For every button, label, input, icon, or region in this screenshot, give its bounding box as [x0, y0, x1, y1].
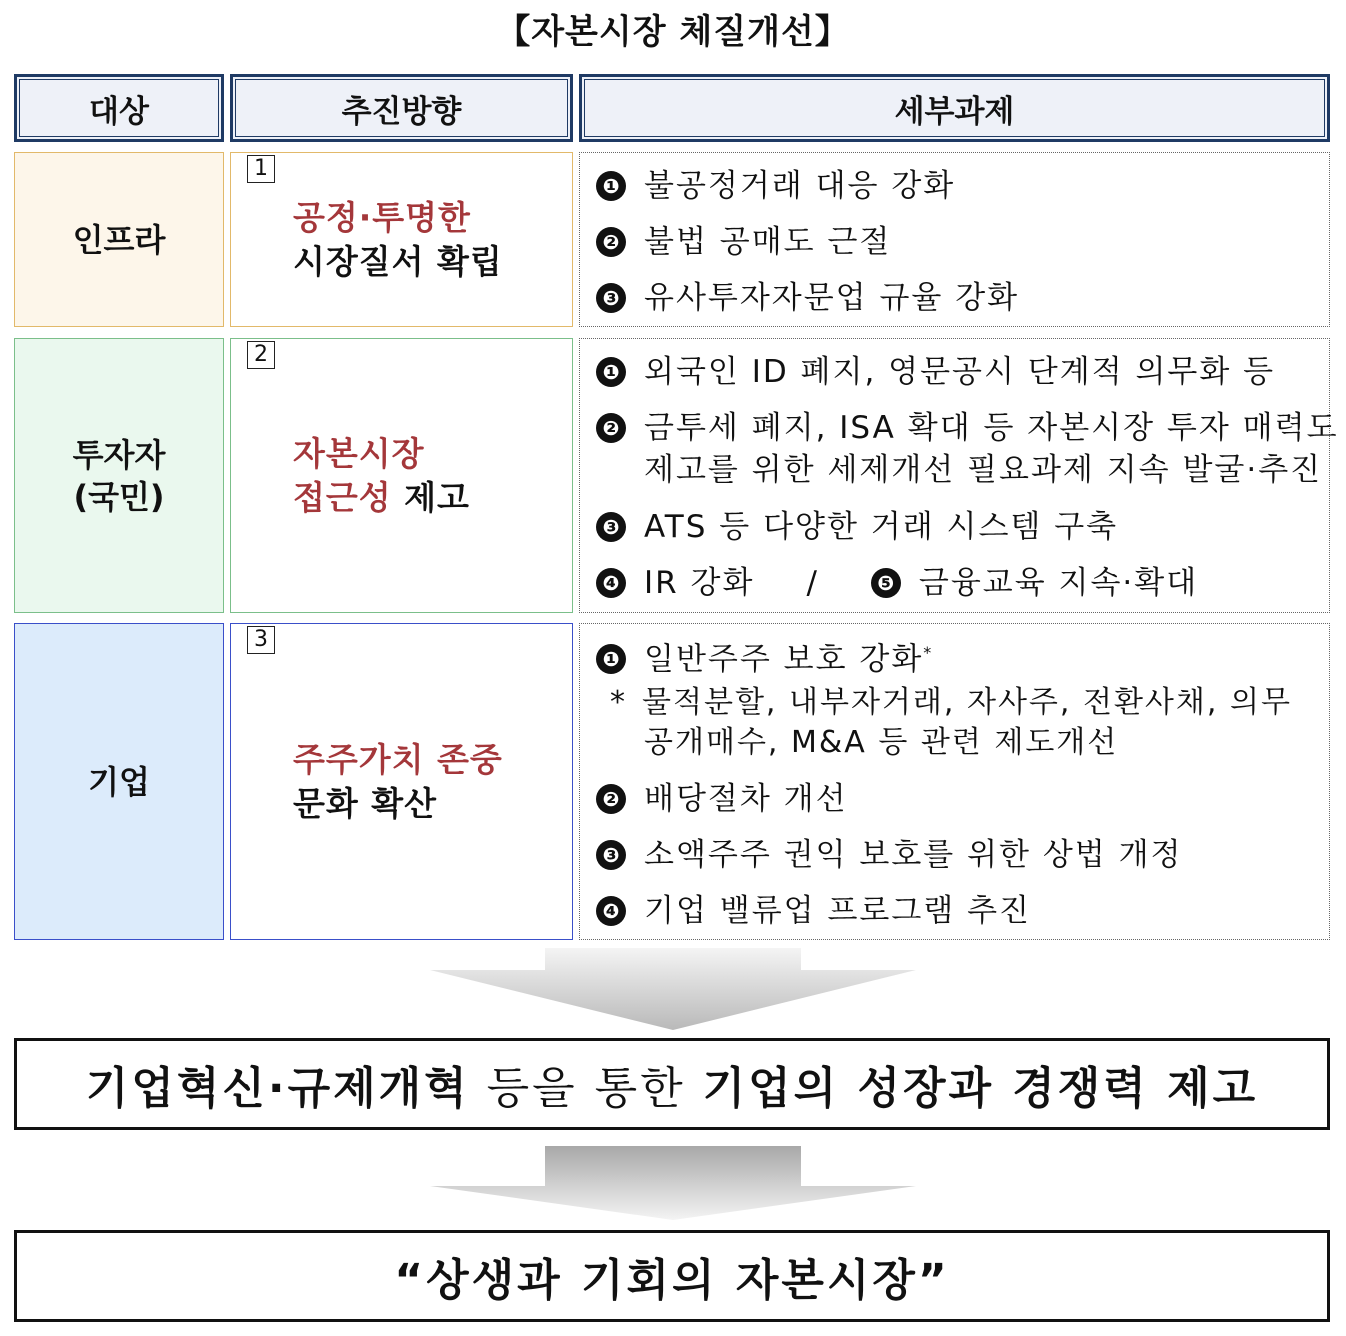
- separator: /: [806, 565, 819, 601]
- target-investor: [14, 338, 224, 613]
- task-item: ❶ 불공정거래 대응 강화: [596, 165, 955, 207]
- outcome-plain: 등을 통한: [469, 1063, 703, 1114]
- down-arrow-icon: [430, 1146, 916, 1222]
- target-sublabel: (국민): [73, 477, 165, 516]
- task-item: ❸ 유사투자자문업 규율 강화: [596, 277, 1019, 319]
- direction-line2: 문화 확산: [293, 783, 438, 823]
- task-item: ❹ IR 강화 / ❺ 금융교육 지속·확대: [596, 562, 1198, 604]
- direction-3: [230, 623, 573, 940]
- tasks-investor: [579, 338, 1339, 613]
- number-2-icon: ❷: [596, 413, 626, 443]
- direction-highlight: 자본시장: [293, 433, 425, 473]
- task-item: ❸ ATS 등 다양한 거래 시스템 구축: [596, 506, 1118, 548]
- direction-line2: 제고: [391, 477, 470, 517]
- direction-1: [230, 152, 573, 327]
- task-item: ❷ 금투세 폐지, ISA 확대 등 자본시장 투자 매력도: [596, 407, 1339, 449]
- task-item: ❷ 배당절차 개선: [596, 778, 848, 820]
- task-note-continuation: 공개매수, M&A 등 관련 제도개선: [644, 725, 1119, 760]
- task-item: ❷ 불법 공매도 근절: [596, 221, 891, 263]
- number-3-icon: ❸: [596, 283, 626, 313]
- header-target: 대상: [14, 74, 224, 142]
- number-4-icon: ❹: [596, 896, 626, 926]
- number-3-icon: ❸: [596, 840, 626, 870]
- direction-highlight: 주주가치 존중: [293, 739, 503, 779]
- number-1-icon: ❶: [596, 644, 626, 674]
- down-arrow-icon: [430, 948, 916, 1032]
- tasks-infra: [579, 152, 1330, 327]
- number-3-icon: ❸: [596, 512, 626, 542]
- target-label: 인프라: [72, 220, 166, 259]
- number-1-icon: ❶: [596, 357, 626, 387]
- number-1-icon: ❶: [596, 171, 626, 201]
- outcome-bold-2: 기업의 성장과 경쟁력 제고: [702, 1063, 1259, 1114]
- task-item: ❶ 외국인 ID 폐지, 영문공시 단계적 의무화 등: [596, 351, 1275, 393]
- header-direction: 추진방향: [230, 74, 573, 142]
- tasks-company: [579, 623, 1330, 940]
- target-company: [14, 623, 224, 940]
- direction-number: 2: [247, 341, 275, 369]
- page-title: 【자본시장 체질개선】: [496, 12, 850, 52]
- task-note: * 물적분할, 내부자거래, 자사주, 전환사채, 의무: [610, 685, 1292, 720]
- task-item: ❶ 일반주주 보호 강화*: [596, 632, 933, 680]
- direction-highlight: 공정·투명한: [293, 197, 471, 237]
- number-2-icon: ❷: [596, 784, 626, 814]
- direction-number: 3: [247, 626, 275, 654]
- number-2-icon: ❷: [596, 227, 626, 257]
- outcome-box: [14, 1038, 1330, 1130]
- direction-2: [230, 338, 573, 613]
- task-continuation: 제고를 위한 세제개선 필요과제 지속 발굴·추진: [644, 452, 1323, 488]
- task-item: ❹ 기업 밸류업 프로그램 추진: [596, 890, 1031, 932]
- target-infra: [14, 152, 224, 327]
- direction-line2: 시장질서 확립: [293, 241, 503, 281]
- number-5-icon: ❺: [871, 568, 901, 598]
- vision-box: “상생과 기회의 자본시장”: [14, 1230, 1330, 1322]
- number-4-icon: ❹: [596, 568, 626, 598]
- header-tasks: 세부과제: [579, 74, 1330, 142]
- direction-highlight-2: 접근성: [293, 477, 392, 517]
- footnote-mark: *: [923, 643, 934, 662]
- target-label: 투자자: [72, 435, 166, 474]
- target-label: 기업: [88, 762, 150, 801]
- outcome-bold-1: 기업혁신·규제개혁: [85, 1063, 470, 1114]
- direction-number: 1: [247, 155, 275, 183]
- task-item: ❸ 소액주주 권익 보호를 위한 상법 개정: [596, 834, 1182, 876]
